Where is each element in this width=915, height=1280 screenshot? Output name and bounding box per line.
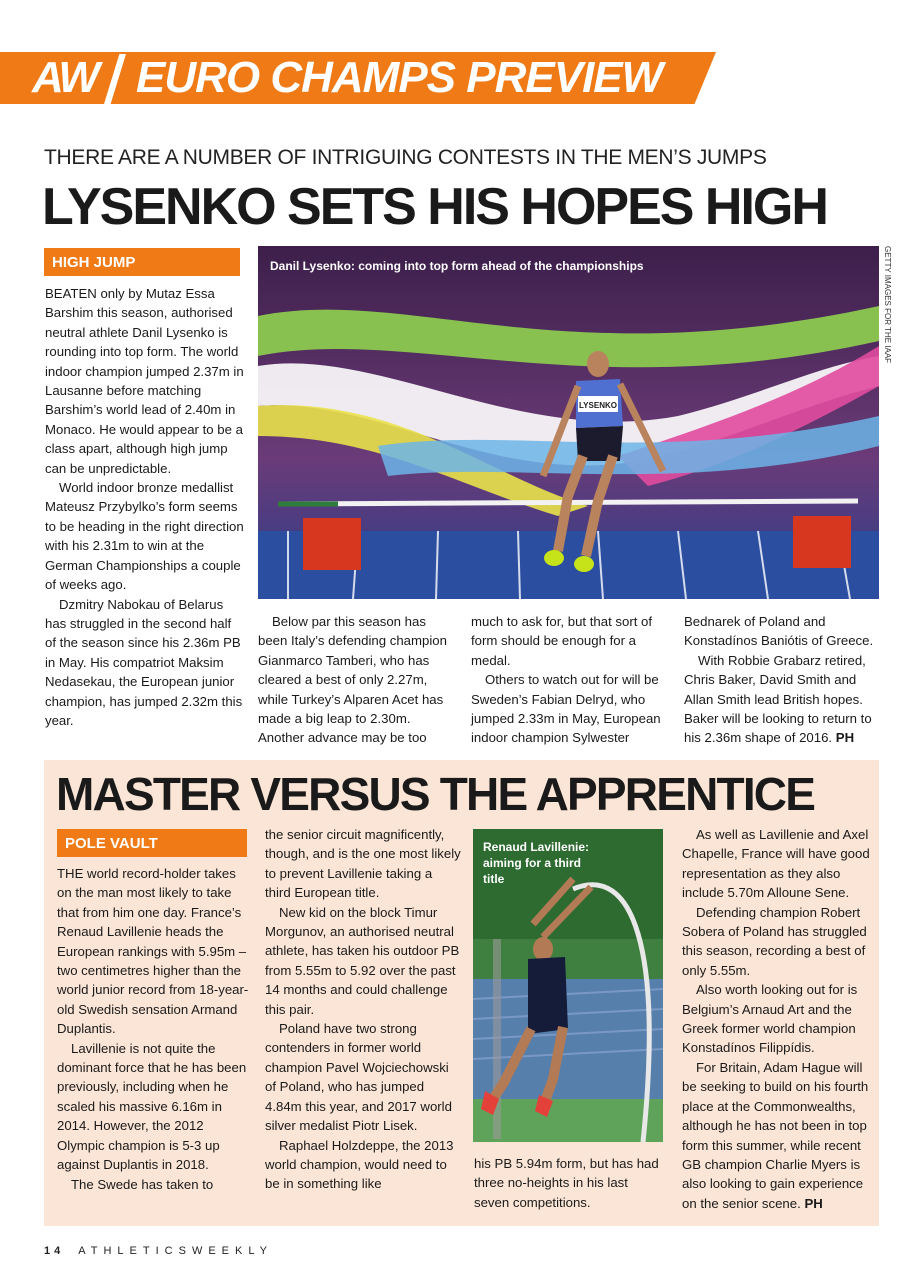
article-headline: LYSENKO SETS HIS HOPES HIGH [42, 178, 827, 236]
paragraph: Dzmitry Nabokau of Belarus has struggled in the second half of the season since his 2.36m PB in May. His compatriot Maksim Nedasekau, the European junior champion, has jumped 2.32m this year. [45, 596, 243, 728]
paragraph [682, 1058, 876, 1213]
paragraph: his PB 5.94m form, but has had three no-heights in his last seven competitions. [474, 1156, 659, 1210]
author-signoff: PH [804, 1195, 823, 1211]
article1-column-1 [45, 284, 245, 730]
paragraph [684, 651, 880, 748]
high-jump-photo [258, 246, 879, 599]
paragraph: World indoor bronze medallist Mateusz Przybylko’s form seems to be heading in the right direction with his 2.31m to win at the German Championships a couple of weeks ago. [45, 480, 244, 593]
article2-column-1 [57, 864, 253, 1194]
svg-text:LYSENKO: LYSENKO [579, 401, 617, 410]
paragraph: Below par this season has been Italy’s defending champion Gianmarco Tamberi, who has cleared a best of only 2.27m, while Turkey’s Alparen Acet has made a big leap to 2.30m. Another advance may be too [258, 614, 447, 746]
photo-credit: GETTY IMAGES FOR THE IAAF [883, 246, 892, 364]
paragraph: THE world record-holder takes on the man most likely to take that from him one day. France’s Renaud Lavillenie heads the European rankings with 5.95m – two centimetres higher than the world junior record from 18-year-old Swedish sensation Armand Duplantis. [57, 866, 249, 1037]
paragraph: the senior circuit magnificently, though, and is the one most likely to prevent Lavillenie taking a third European title. [265, 827, 461, 901]
paragraph: Defending champion Robert Sobera of Poland has struggled this season, recording a best of only 5.55m. [682, 904, 867, 978]
article1-column-2 [258, 612, 458, 748]
paragraph: Bednarek of Poland and Konstadínos Baniótis of Greece. [684, 614, 874, 649]
high-jump-illustration [258, 246, 879, 599]
page-footer [44, 1244, 273, 1258]
section-title: EURO CHAMPS PREVIEW [136, 53, 663, 102]
paragraph: New kid on the block Timur Morgunov, an authorised neutral athlete, has taken his outdoor PB from 5.55m to 5.92 over the past 14 months and could challenge this pair. [265, 904, 460, 1017]
paragraph: Poland have two strong contenders in former world champion Pavel Wojciechowski of Poland, who has jumped 4.84m this year, and 2017 world silver medalist Piotr Lisek. [265, 1021, 452, 1134]
article2-column-2 [265, 825, 461, 1194]
article2-headline: MASTER VERSUS THE APPRENTICE [56, 768, 815, 820]
article1-column-3 [471, 612, 671, 748]
category-tag-high-jump: HIGH JUMP [44, 248, 240, 276]
photo-caption: Renaud Lavillenie: aiming for a third title [483, 840, 590, 886]
article2-column-4 [682, 825, 876, 1213]
paragraph: BEATEN only by Mutaz Essa Barshim this season, authorised neutral athlete Danil Lysenko is rounding into top form. The world indoor champion jumped 2.37m in Lausanne before matching Barshim’s world lead of 2.40m in Monaco. He would appear to be a class apart, although high jump can be unpredictable. [45, 286, 244, 476]
article1-column-4 [684, 612, 880, 748]
page-number: 14 [44, 1245, 65, 1257]
aw-logo: AW [32, 53, 97, 102]
paragraph: Lavillenie is not quite the dominant force that he has been previously, including when he scaled his massive 6.16m in 2014. However, the 2012 Olympic champion is 5-3 up against Duplantis in 2018. [57, 1040, 247, 1173]
paragraph: Also worth looking out for is Belgium’s Arnaud Art and the Greek former world champion Konstadínos Filippídis. [682, 982, 858, 1056]
paragraph: The Swede has taken to [71, 1176, 214, 1192]
paragraph: Others to watch out for will be Sweden’s Fabian Delryd, who jumped 2.33m in May, European indoor champion Sylwester [471, 672, 661, 746]
paragraph-text: For Britain, Adam Hague will be seeking to build on his fourth place at the Commonwealths, although he has not been in top form this summer, while recent GB champion Charlie Myers is also looking to gain experience on the senior scene. [682, 1059, 869, 1211]
author-signoff: PH [835, 730, 855, 746]
paragraph: As well as Lavillenie and Axel Chapelle, France will have good representation as they also include 5.70m Alloune Sene. [682, 827, 870, 901]
pole-vault-photo [473, 829, 663, 1142]
category-tag-pole-vault: POLE VAULT [57, 829, 247, 857]
paragraph: much to ask for, but that sort of form should be enough for a medal. [471, 614, 653, 668]
article-kicker: THERE ARE A NUMBER OF INTRIGUING CONTESTS IN THE MEN’S JUMPS [44, 146, 767, 169]
photo-caption: Danil Lysenko: coming into top form ahead of the championships [270, 259, 644, 273]
article2-column-3 [474, 1154, 666, 1212]
paragraph: Raphael Holzdeppe, the 2013 world champion, would need to be in something like [265, 1137, 454, 1192]
publication-name: ATHLETICSWEEKLY [78, 1245, 273, 1257]
paragraph-text: With Robbie Grabarz retired, Chris Baker, David Smith and Allan Smith lead British hopes. Baker will be looking to return to his 2.36m shape of 2016. [684, 652, 872, 746]
